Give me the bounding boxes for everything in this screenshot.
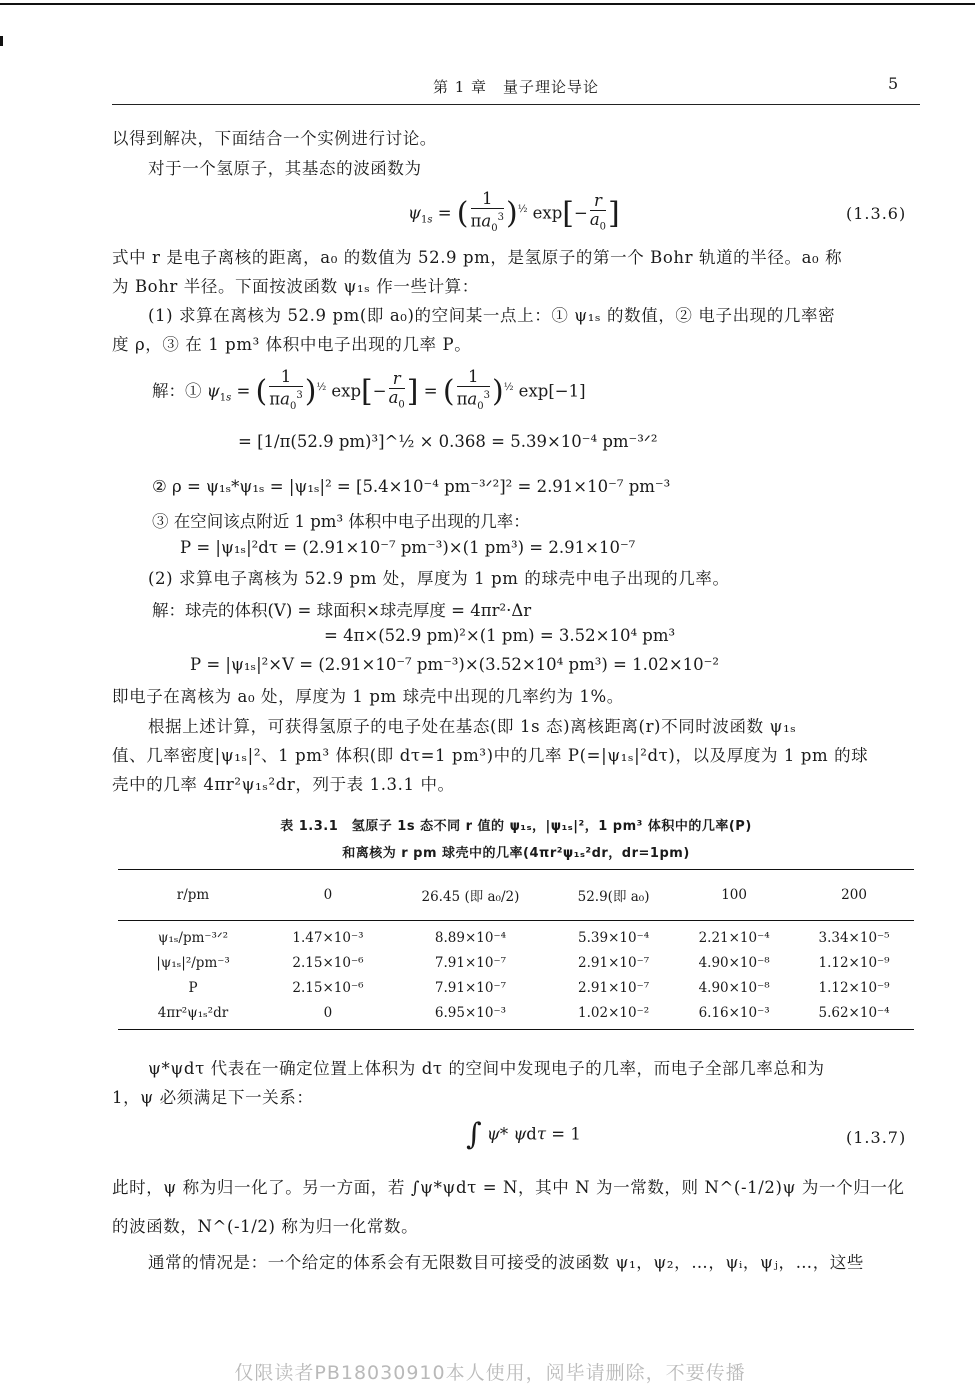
column-header: 0 [268,870,388,921]
table-caption-line-2: 和离核为 r pm 球壳中的几率(4πr²ψ₁ₛ²dr，dr=1pm) [342,846,690,861]
solution-step-2: ② ρ = ψ₁ₛ*ψ₁ₛ = |ψ₁ₛ|² = [5.4×10⁻⁴ pm⁻³ᐟ²]² = 2.91×10⁻⁷ pm⁻³ [152,477,671,496]
para-a-line-2: 值、几率密度|ψ₁ₛ|²、1 pm³ 体积(即 dτ=1 pm³)中的几率 P(=|ψ₁ₛ|²dτ)，以及厚度为 1 pm 的球 [112,746,869,765]
table-header-row [118,870,914,921]
watermark: 仅限读者PB18030910本人使用，阅毕请删除，不要传播 [234,1362,746,1384]
data-table [118,869,914,1030]
body-line-2: 对于一个氢原子，其基态的波函数为 [148,159,422,178]
solution-step-4c: P = |ψ₁ₛ|²×V = (2.91×10⁻⁷ pm⁻³)×(3.52×10⁴ pm³) = 1.02×10⁻² [190,655,719,674]
para-b-line-2: 1，ψ 必须满足下一关系： [112,1088,314,1107]
para-c-line-1: 此时，ψ 称为归一化了。另一方面，若 ∫ψ*ψdτ = N，其中 N 为一常数，则 N^(-1/2)ψ 为一个归一化 [112,1178,905,1197]
table-cell: 4.90×10⁻⁸ [698,954,770,971]
table-cell: 5.62×10⁻⁴ [794,1000,914,1030]
body-line-4: 为 Bohr 半径。下面按波函数 ψ₁ₛ 作一些计算： [112,277,479,296]
running-head: 第 1 章 量子理论导论 [432,78,600,96]
header-rule [112,104,920,105]
table-caption-line-1: 表 1.3.1 氢原子 1s 态不同 r 值的 ψ₁ₛ，|ψ₁ₛ|²，1 pm³ 体积中的几率(P) [280,819,752,834]
page-number: 5 [888,74,899,93]
table-cell: 1.12×10⁻⁹ [818,979,890,996]
solution-step-1b: = [1/π(52.9 pm)³]^½ × 0.368 = 5.39×10⁻⁴ pm⁻³ᐟ² [238,432,658,451]
column-header: 100 [674,870,794,921]
table-row [118,921,914,951]
para-a-line-3: 壳中的几率 4πr²ψ₁ₛ²dr，列于表 1.3.1 中。 [112,775,455,794]
para-b-line-1: ψ*ψdτ 代表在一确定位置上体积为 dτ 的空间中发现电子的几率，而电子全部几率总和为 [148,1059,825,1078]
body-line-3: 式中 r 是电子离核的距离，a₀ 的数值为 52.9 pm，是氢原子的第一个 Bohr 轨道的半径。a₀ 称 [112,248,843,267]
table-cell: 2.91×10⁻⁷ [578,954,650,971]
para-a-line-1: 根据上述计算，可获得氢原子的电子处在基态(即 1s 态)离核距离(r)不同时波函数 ψ₁ₛ [148,717,797,736]
equation-number-1-3-6: (1.3.6) [846,204,907,223]
solution-step-4b: = 4π×(52.9 pm)²×(1 pm) = 3.52×10⁴ pm³ [324,626,676,645]
table-cell: 4.90×10⁻⁸ [698,979,770,996]
table-row [118,975,914,1000]
table-cell: 7.91×10⁻⁷ [434,979,506,996]
table-cell: 7.91×10⁻⁷ [434,954,506,971]
table-cell: 2.21×10⁻⁴ [698,929,770,946]
conclusion-line: 即电子在离核为 a₀ 处，厚度为 1 pm 球壳中出现的几率约为 1%。 [112,687,624,706]
equation-number-1-3-7: (1.3.7) [846,1128,907,1147]
table-cell: 6.16×10⁻³ [674,1000,794,1030]
left-tick-mark [0,36,3,46]
table-cell: 5.39×10⁻⁴ [578,929,650,946]
part-2-question: (2) 求算电子离核为 52.9 pm 处，厚度为 1 pm 的球壳中电子出现的几率。 [148,569,730,588]
row-label: ψ₁ₛ/pm⁻³ᐟ² [157,929,229,946]
top-rule [0,3,975,5]
para-d-line-1: 通常的情况是：一个给定的体系会有无限数目可接受的波函数 ψ₁，ψ₂，…，ψᵢ，ψⱼ，…，这些 [148,1253,865,1272]
table-cell: 8.89×10⁻⁴ [434,929,506,946]
solution-step-3b: P = |ψ₁ₛ|²dτ = (2.91×10⁻⁷ pm⁻³)×(1 pm³) = 2.91×10⁻⁷ [180,538,636,557]
solution-step-3: ③ 在空间该点附近 1 pm³ 体积中电子出现的几率： [152,512,530,531]
table-cell: 6.95×10⁻³ [388,1000,553,1030]
body-line-6: 度 ρ，③ 在 1 pm³ 体积中电子出现的几率 P。 [112,335,472,354]
table-cell: 2.15×10⁻⁶ [292,979,364,996]
para-c-line-2: 的波函数，N^(-1/2) 称为归一化常数。 [112,1217,419,1236]
column-header: 200 [794,870,914,921]
row-label: |ψ₁ₛ|²/pm⁻³ [156,954,230,971]
table-cell: 2.91×10⁻⁷ [578,979,650,996]
table-row [118,1000,914,1030]
column-header: 52.9(即 a₀) [553,870,674,921]
table-cell: 2.15×10⁻⁶ [292,954,364,971]
row-label: P [188,979,198,996]
table-row [118,950,914,975]
column-header: r/pm [118,870,268,921]
table-cell: 1.12×10⁻⁹ [818,954,890,971]
table-cell: 0 [268,1000,388,1030]
solution-step-1: 解：① $\psi_{1s}$ = ( $\frac{1}{\pi a_0^3}$ )$^{\frac{1}{2}}$ exp[− $\frac{r}{a_0}$ ] = ( $\frac{1}{\pi a_0^3}$ )$^{\frac{1}{2}}$ exp[−1] [152,367,586,412]
equation-1-3-6: $\psi_{1s}$ = ( $\frac{1}{\pi a_0^3}$ )$^{\frac{1}{2}}$ exp[− $\frac{r}{a_0}$ ] [408,189,620,234]
table-cell: 3.34×10⁻⁵ [818,929,890,946]
table-cell: 1.47×10⁻³ [292,929,364,946]
body-line-5: (1) 求算在离核为 52.9 pm(即 a₀)的空间某一点上：① ψ₁ₛ 的数值，② 电子出现的几率密 [148,306,836,325]
column-header: 26.45 (即 a₀/2) [388,870,553,921]
solution-step-4: 解：球壳的体积(V) = 球面积×球壳厚度 = 4πr²·Δr [152,601,532,620]
row-label: 4πr²ψ₁ₛ²dr [118,1000,268,1030]
equation-1-3-7: ∫ ψ* ψdτ = 1 [466,1117,581,1152]
body-line-1: 以得到解决，下面结合一个实例进行讨论。 [112,129,437,148]
table-cell: 1.02×10⁻² [553,1000,674,1030]
